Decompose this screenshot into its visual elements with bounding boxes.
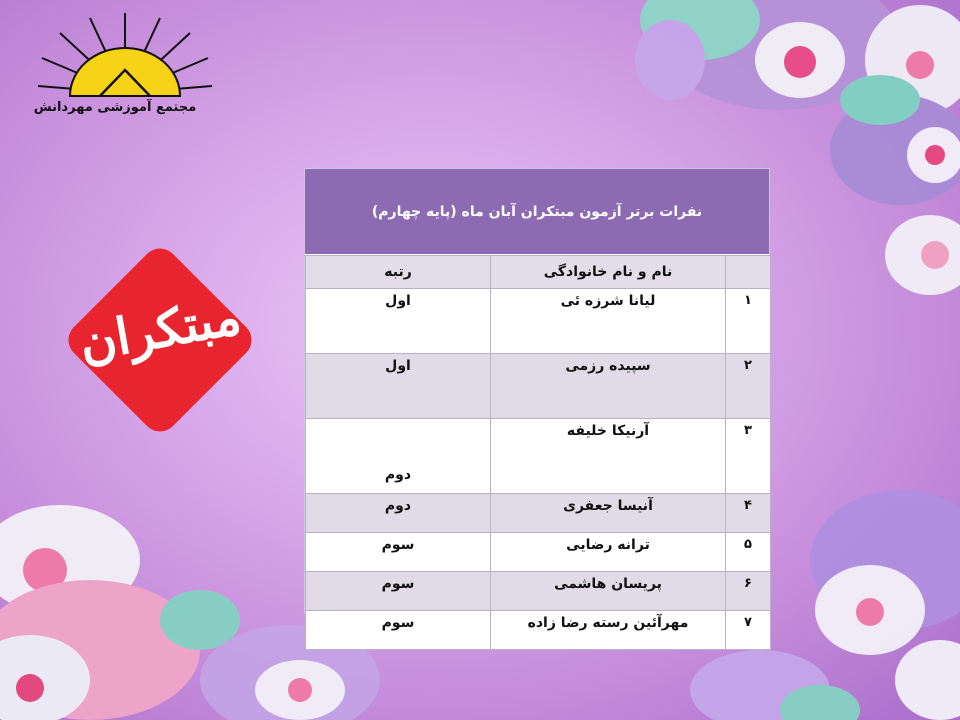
table-row <box>306 419 771 494</box>
header-rank: رتبه <box>306 256 491 289</box>
rank-cell: دوم <box>306 419 491 494</box>
number-cell: ۵ <box>726 533 771 572</box>
results-panel <box>304 168 770 631</box>
number-cell: ۷ <box>726 611 771 650</box>
rank-cell: سوم <box>306 611 491 650</box>
number-cell: ۲ <box>726 354 771 419</box>
table-row <box>306 533 771 572</box>
header-name: نام و نام خانوادگی <box>491 256 726 289</box>
results-table <box>305 255 771 650</box>
table-row <box>306 611 771 650</box>
panel-title: نفرات برتر آزمون مبتکران آبان ماه (پایه چهارم) <box>305 169 769 254</box>
number-cell: ۱ <box>726 289 771 354</box>
rank-cell: سوم <box>306 572 491 611</box>
name-cell: آرنیکا خلیفه <box>491 419 726 494</box>
number-cell: ۴ <box>726 494 771 533</box>
table-header-row <box>306 256 771 289</box>
rank-cell: دوم <box>306 494 491 533</box>
name-cell: پریسان هاشمی <box>491 572 726 611</box>
table-row <box>306 494 771 533</box>
rank-cell: اول <box>306 354 491 419</box>
header-number <box>726 256 771 289</box>
name-cell: ترانه رضایی <box>491 533 726 572</box>
number-cell: ۶ <box>726 572 771 611</box>
org-name: مجتمع آموزشی مهردانش <box>33 100 197 115</box>
table-row <box>306 354 771 419</box>
table-row <box>306 572 771 611</box>
name-cell: آنیسا جعفری <box>491 494 726 533</box>
number-cell: ۳ <box>726 419 771 494</box>
rank-cell: اول <box>306 289 491 354</box>
badge-calligraphy: مبتکران <box>74 286 246 373</box>
table-row <box>306 289 771 354</box>
name-cell: مهرآئین رسته رضا زاده <box>491 611 726 650</box>
name-cell: لیانا شرزه ئی <box>491 289 726 354</box>
name-cell: سپیده رزمی <box>491 354 726 419</box>
rank-cell: سوم <box>306 533 491 572</box>
